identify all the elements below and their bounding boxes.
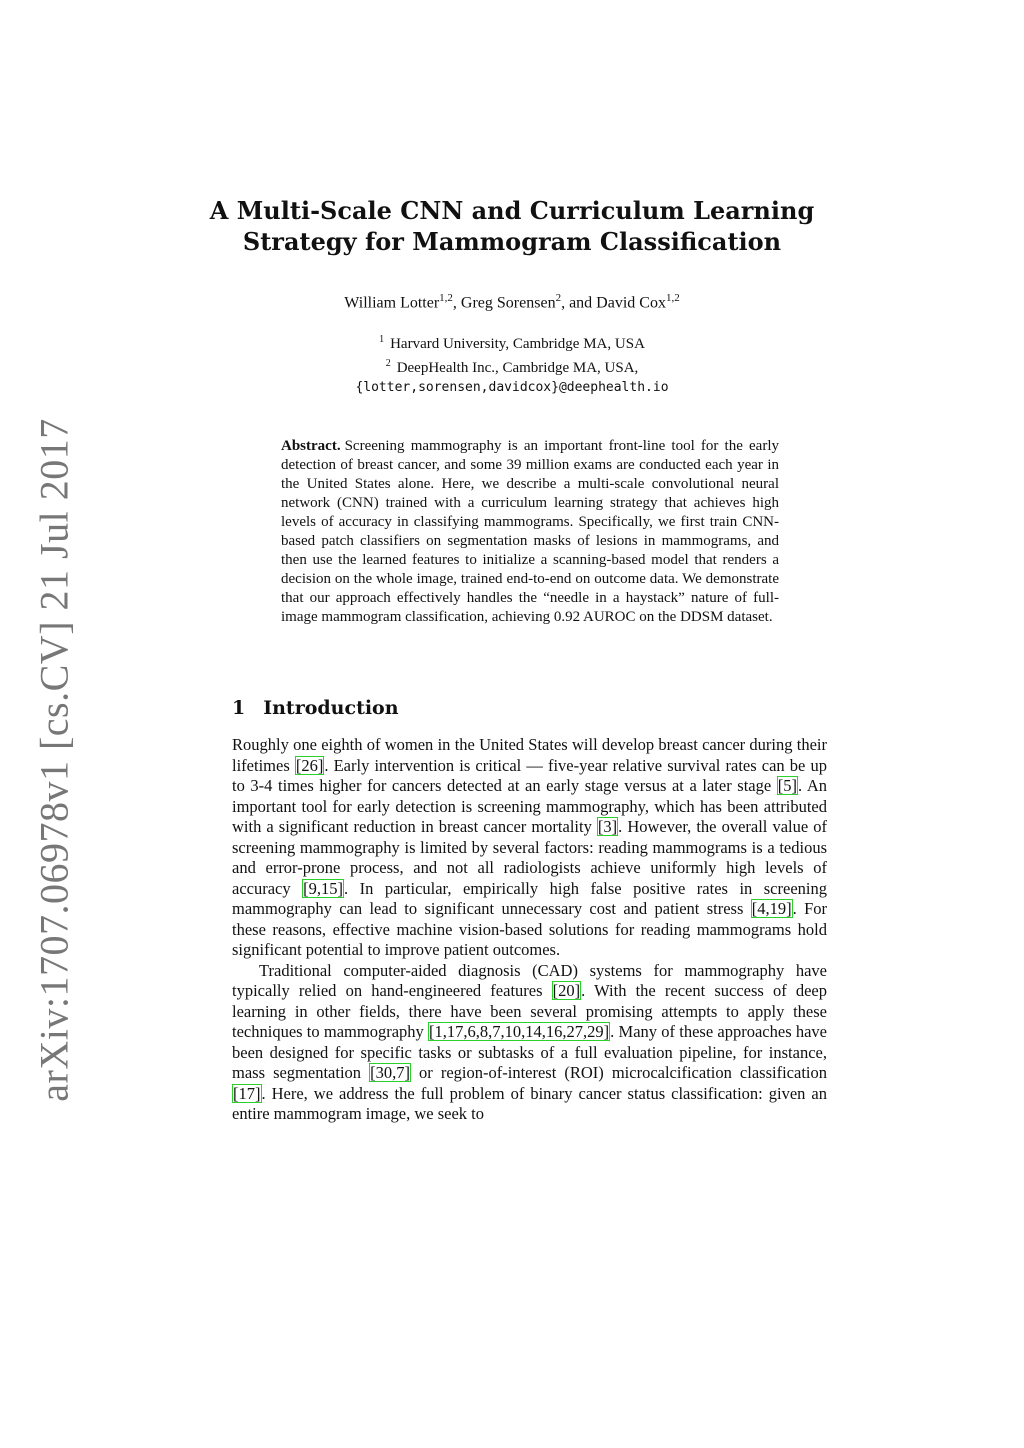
abstract-label: Abstract. [281,438,341,454]
affiliation-number: 1 [379,334,385,345]
paragraph [232,961,827,1125]
affiliation-number: 2 [385,358,391,369]
title-line-1: A Multi-Scale CNN and Curriculum Learning [209,196,815,225]
author-separator: , [452,294,461,312]
text-run: . An important tool for early detection is screening mammography, which has been attributed with a significant reduction in breast cancer mortality [232,776,827,836]
abstract-text: Screening mammography is an important front-line tool for the early detection of breast cancer, and some 39 million exams are conducted each year in the United States alone. Here, we describe a multi-scale convolutional neural network (CNN) trained with a curriculum learning strategy that achieves high levels of accuracy in classifying mammograms. Specifically, we first train CNN-based patch classifiers on segmentation masks of lesions in mammograms, and then use the learned features to initialize a scanning-based model that renders a decision on the whole image, trained end-to-end on outcome data. We demonstrate that our approach effectively handles the “needle in a haystack” nature of full-image mammogram classification, achieving 0.92 AUROC on the DDSM dataset. [281,438,779,625]
citation-link[interactable]: [9,15] [303,878,343,898]
affiliations [0,330,1024,397]
author-name: David Cox [596,294,666,312]
section-number: 1 [232,697,246,719]
author-affiliation-mark: 1,2 [439,292,453,304]
text-run: or region-of-interest (ROI) microcalcification classification [410,1063,827,1082]
citation-link[interactable]: [1,17,6,8,7,10,14,16,27,29] [429,1022,610,1041]
title-line-2: Strategy for Mammogram Classification [242,227,782,256]
section-title: Introduction [263,697,399,719]
affiliation-line [0,330,1024,354]
citation-link[interactable]: [17] [233,1083,261,1103]
citation-link[interactable]: [4,19] [751,899,792,918]
arxiv-identifier-stamp: arXiv:1707.06978v1 [cs.CV] 21 Jul 2017 [31,418,77,1102]
text-run: . In particular, empirically high false positive rates in screening mammography can lead to significant unnecessary cost and patient stress [232,878,827,918]
affiliation-text: DeepHealth Inc., Cambridge MA, USA, [396,360,639,376]
introduction-body [232,735,827,1125]
author-list [0,292,1024,312]
citation-link[interactable]: [3] [597,817,618,836]
email-text: {lotter,sorensen,davidcox}@deephealth.io [355,380,669,395]
paper-title [0,195,1024,257]
author-affiliation-mark: 2 [555,292,562,304]
author-affiliation-mark: 1,2 [665,292,680,304]
affiliation-text: Harvard University, Cambridge MA, USA [390,336,645,352]
text-run: Roughly one eighth of women in the United States will develop breast cancer during their lifetimes [232,735,827,775]
author-name: Greg Sorensen [460,294,556,312]
author-separator: , and [561,294,597,312]
text-run: Traditional computer-aided diagnosis (CAD) systems for mammography have typically relied on hand-engineered features [232,960,827,1000]
citation-link[interactable]: [5] [777,776,798,795]
text-run: . For these reasons, effective machine vision-based solutions for reading mammograms hold significant potential to improve patient outcomes. [232,899,828,959]
text-run: . Early intervention is critical — five-year relative survival rates can be up to 3-4 times higher for cancers detected at an early stage versus at a later stage [232,755,827,795]
author-emails [0,378,1024,397]
citation-link[interactable]: [20] [552,981,581,1000]
text-run: . Many of these approaches have been designed for specific tasks or subtasks of a full evaluation pipeline, for instance, mass segmentation [232,1022,828,1082]
text-run: . However, the overall value of screening mammography is limited by several factors: reading mammograms is a tedious and error-prone process, and not all radiologists achieve uniformly high levels of accuracy [232,817,827,898]
text-run: . Here, we address the full problem of binary cancer status classification: given an entire mammogram image, we seek to [232,1083,827,1123]
affiliation-line [0,354,1024,378]
citation-link[interactable]: [26] [295,755,324,775]
citation-link[interactable]: [30,7] [370,1063,410,1082]
section-heading [232,697,399,719]
paragraph [232,735,827,961]
abstract [281,437,779,627]
author-name: William Lotter [344,294,440,312]
text-run: . With the recent success of deep learning in other fields, there have been several promising attempts to apply these techniques to mammography [232,981,827,1041]
